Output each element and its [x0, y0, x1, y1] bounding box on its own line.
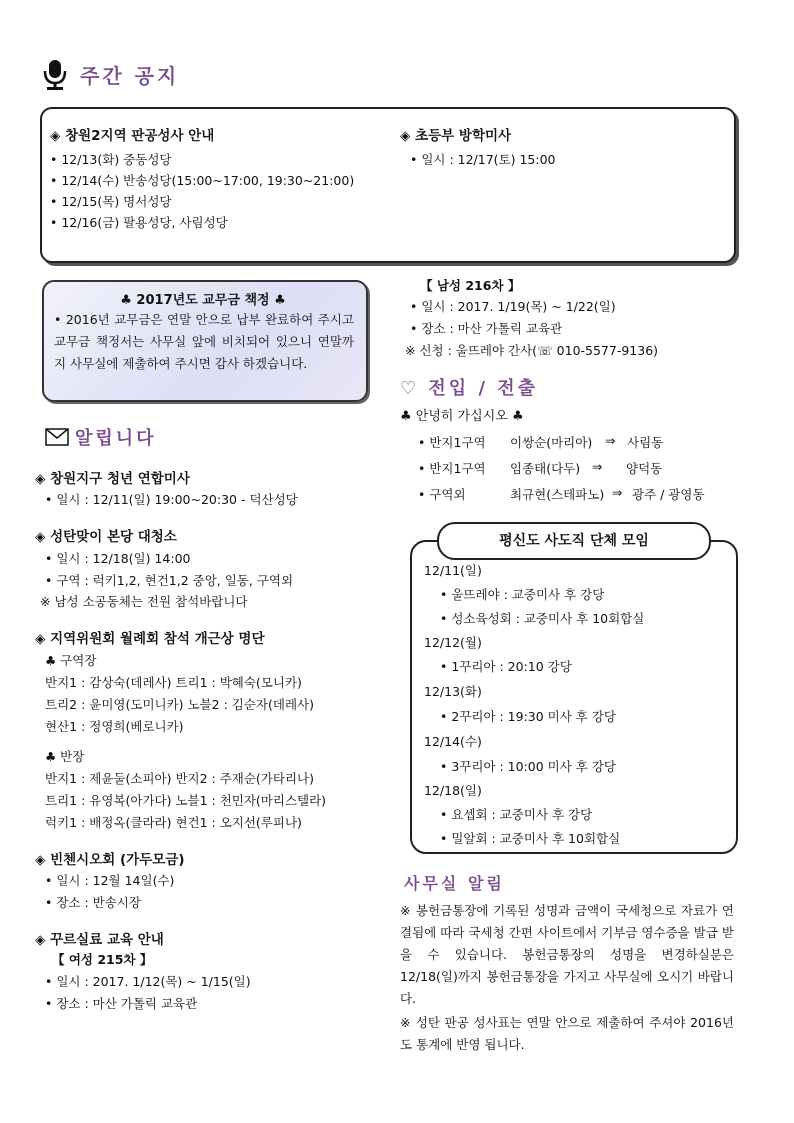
list-item: ※ 신청 : 울뜨레야 간사(☏ 010-5577-9136) — [405, 343, 659, 358]
list-item: 현산1 : 정영희(베로니카) — [45, 719, 184, 734]
list-item: 【 여성 215차 】 — [52, 952, 153, 967]
transfer-area: • 구역외 — [418, 487, 466, 502]
transfer-name: 최규현(스테파노) — [510, 487, 605, 502]
weekly-notice-title: 주간 공지 — [80, 64, 180, 88]
list-item: • 1꾸리아 : 20:10 강당 — [440, 659, 572, 674]
transfer-dest: 사림동 — [627, 435, 664, 450]
transfer-subheading: ♣ 안녕히 가십시오 ♣ — [400, 409, 524, 424]
list-item: • 일시 : 12/11(일) 19:00~20:30 - 덕산성당 — [45, 492, 298, 507]
transfer-dest: 광주 / 광영동 — [632, 487, 705, 502]
office-title: 사무실 알림 — [404, 874, 505, 893]
list-item: • 12/15(목) 명서성당 — [50, 194, 172, 209]
envelope-icon — [45, 428, 69, 446]
list-item: • 일시 : 12/18(일) 14:00 — [45, 551, 191, 566]
transfer-area: • 반지1구역 — [418, 435, 486, 450]
list-item: • 장소 : 마산 가톨릭 교육관 — [45, 996, 198, 1011]
transfer-dest: 양덕동 — [626, 461, 663, 476]
list-item: • 12/13(화) 중동성당 — [50, 152, 172, 167]
transfer-name: 이쌍순(마리아) — [510, 435, 593, 450]
list-item: • 성소육성회 : 교중미사 후 10회합실 — [440, 611, 645, 626]
contribution-heading: ♣ 2017년도 교무금 책정 ♣ — [120, 293, 286, 308]
group-date: 12/11(일) — [424, 563, 482, 578]
list-item: 트리1 : 유영복(아가다) 노블1 : 천민자(마리스텔라) — [45, 793, 327, 808]
section-heading: ◈ 지역위원회 월례회 참석 개근상 명단 — [35, 631, 265, 647]
list-item: • 12/14(수) 반송성당(15:00~17:00, 19:30~21:00) — [50, 173, 355, 188]
list-item: • 2꾸리아 : 19:30 미사 후 강당 — [440, 709, 617, 724]
list-item: 럭키1 : 배정옥(클라라) 현건1 : 오지선(루피나) — [45, 815, 302, 830]
list-item: • 장소 : 마산 가톨릭 교육관 — [410, 321, 563, 336]
list-item: • 12/16(금) 팔용성당, 사림성당 — [50, 215, 228, 230]
list-item: • 일시 : 2017. 1/19(목) ~ 1/22(일) — [410, 299, 616, 314]
transfer-area: • 반지1구역 — [418, 461, 486, 476]
left-notice-heading: ◈ 창원2지역 판공성사 안내 — [50, 128, 215, 144]
list-item: • 구역 : 럭키1,2, 현건1,2 중앙, 일동, 구역외 — [45, 573, 294, 588]
list-item: • 요셉회 : 교중미사 후 강당 — [440, 807, 593, 822]
list-item: • 일시 : 12/17(토) 15:00 — [410, 152, 556, 167]
transfer-title: ♡ 전입 / 전출 — [400, 378, 539, 399]
group-date: 12/18(일) — [424, 783, 482, 798]
office-note: ※ 봉헌금통장에 기록된 성명과 금액이 국세청으로 자료가 연결됨에 따라 국세청 간편 사이트에서 기부금 영수증을 발급 받을 수 있습니다. 봉헌금통장의 성명을 변경하실분은 12/18(일)까지 봉헌금통장을 가지고 사무실에 오시기 바랍니다. — [400, 903, 734, 1006]
list-item: • 장소 : 반송시장 — [45, 895, 141, 910]
office-note: ※ 성탄 판공 성사표는 연말 안으로 제출하여 주셔야 2016년도 통계에 반영 됩니다. — [400, 1015, 734, 1052]
list-item: 반지1 : 제윤둘(소피아) 반지2 : 주재순(가타리나) — [45, 771, 314, 786]
microphone-icon — [40, 58, 70, 92]
groups-title: 평신도 사도직 단체 모임 — [437, 522, 711, 560]
list-item: ♣ 반장 — [45, 749, 85, 764]
list-item: ※ 남성 소공동체는 전원 참석바랍니다 — [40, 594, 248, 609]
list-item: 트리2 : 윤미영(도미니카) 노블2 : 김순자(데레사) — [45, 697, 314, 712]
group-date: 12/12(월) — [424, 635, 482, 650]
cursillo-male-heading: 【 남성 216차 】 — [420, 278, 521, 293]
list-item: • 일시 : 12월 14일(수) — [45, 873, 175, 888]
announcements-title: 알립니다 — [75, 428, 157, 449]
transfer-arrow: ⇒ — [612, 485, 623, 500]
transfer-arrow: ⇒ — [592, 459, 603, 474]
group-date: 12/13(화) — [424, 684, 482, 699]
right-notice-heading: ◈ 초등부 방학미사 — [400, 128, 512, 144]
section-heading: ◈ 빈첸시오회 (가두모금) — [35, 852, 185, 868]
list-item: ♣ 구역장 — [45, 653, 97, 668]
section-heading: ◈ 창원지구 청년 연합미사 — [35, 471, 190, 487]
group-date: 12/14(수) — [424, 734, 482, 749]
transfer-name: 임종태(다두) — [510, 461, 581, 476]
section-heading: ◈ 성탄맞이 본당 대청소 — [35, 529, 177, 545]
contribution-body: • 2016년 교무금은 연말 안으로 납부 완료하여 주시고 교무금 책정서는 사무실 앞에 비치되어 있으니 연말까지 사무실에 제출하여 주시면 감사 하겠습니다. — [54, 312, 354, 371]
transfer-arrow: ⇒ — [605, 433, 616, 448]
list-item: • 3꾸리아 : 10:00 미사 후 강당 — [440, 759, 617, 774]
list-item: • 울뜨레야 : 교중미사 후 강당 — [440, 587, 605, 602]
list-item: • 밀알회 : 교중미사 후 10회합실 — [440, 831, 621, 846]
section-heading: ◈ 꾸르실료 교육 안내 — [35, 932, 164, 948]
list-item: • 일시 : 2017. 1/12(목) ~ 1/15(일) — [45, 974, 251, 989]
list-item: 반지1 : 감상숙(데레사) 트리1 : 박혜숙(모니카) — [45, 675, 302, 690]
